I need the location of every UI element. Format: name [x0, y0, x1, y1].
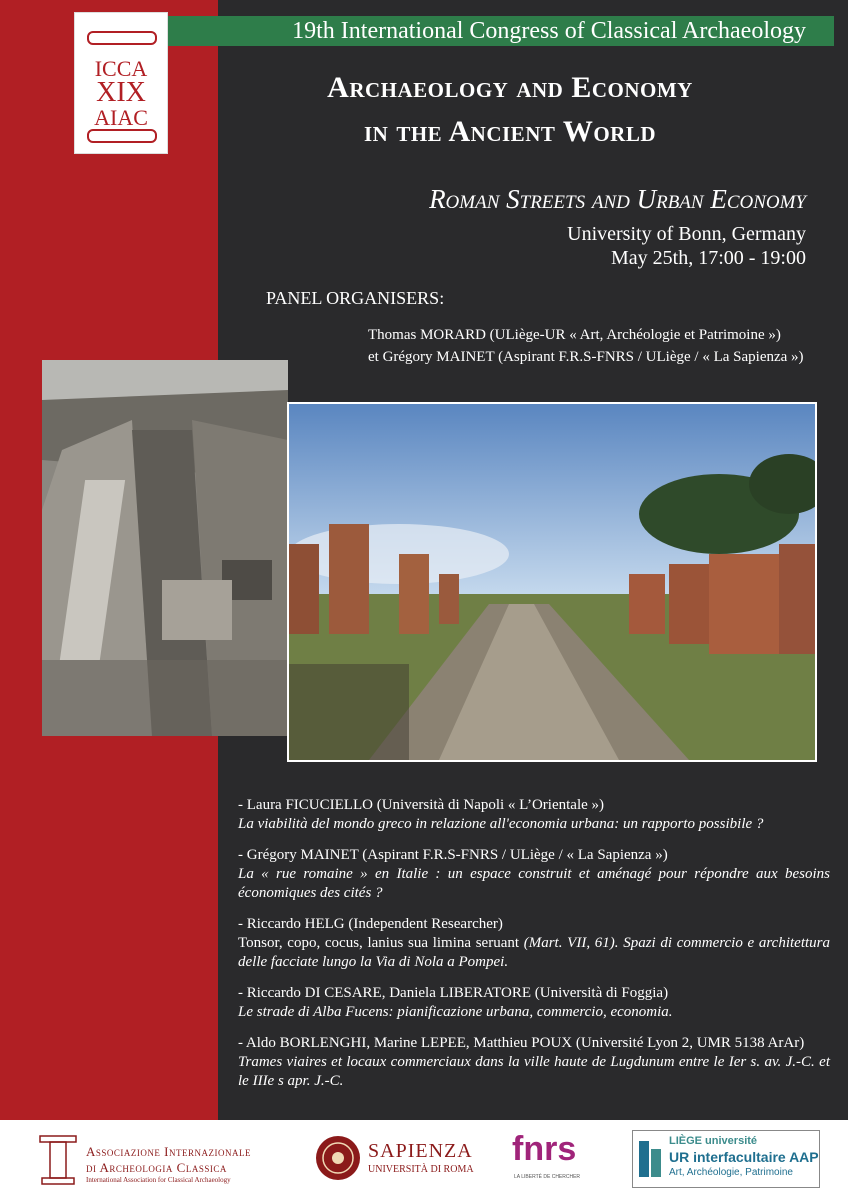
title-line-1: Archaeology and Economy	[327, 71, 693, 104]
talk-item	[238, 915, 830, 972]
liege-line-2: UR interfacultaire AAP	[669, 1149, 819, 1165]
aiac-logo	[36, 1130, 276, 1190]
sapienza-seal-icon	[314, 1134, 362, 1182]
congress-name: 19th International Congress of Classical Archaeology	[292, 18, 806, 44]
talk-item	[238, 1034, 830, 1091]
venue: University of Bonn, Germany	[567, 223, 806, 245]
logo-scroll-bottom	[87, 129, 157, 143]
main-title	[230, 66, 790, 154]
talk-title-plain: Tonsor, copo, cocus, lanius sua limina seruant	[238, 935, 524, 951]
talk-speaker: - Aldo BORLENGHI, Marine LEPEE, Matthieu POUX (Université Lyon 2, UMR 5138 ArAr)	[238, 1035, 805, 1051]
panel-title: Roman Streets and Urban Economy	[429, 184, 806, 214]
talk-speaker: - Riccardo HELG (Independent Researcher)	[238, 916, 503, 932]
organiser-1: Thomas MORARD (ULiège-UR « Art, Archéologie et Patrimoine »)	[368, 327, 781, 343]
roman-street-photo	[287, 402, 817, 762]
talk-title: (Mart. VII, 61). Spazi di commercio e architettura delle facciate lungo la Via di Nola a Pompei.	[238, 935, 830, 970]
excavation-photo	[42, 360, 288, 736]
logo-line-2: XIX	[96, 77, 146, 108]
organiser-2: et Grégory MAINET (Aspirant F.R.S-FNRS / ULiège / « La Sapienza »)	[368, 349, 804, 365]
aiac-column-icon	[36, 1132, 80, 1188]
talk-title: Trames viaires et locaux commerciaux dans la ville haute de Lugdunum entre le Ier s. av. J.-C. et le IIIe s apr. J.-C.	[238, 1054, 830, 1089]
logo-scroll-top	[87, 31, 157, 45]
organisers-label: PANEL ORGANISERS:	[266, 288, 445, 308]
talk-title: Le strade di Alba Fucens: pianificazione urbana, commercio, economia.	[238, 1004, 673, 1020]
title-line-2: in the Ancient World	[363, 115, 656, 148]
roman-street-photo-image	[289, 404, 815, 760]
logo-line-3: AIAC	[94, 105, 148, 130]
liege-logo	[632, 1130, 820, 1188]
sapienza-line-1: SAPIENZA	[368, 1140, 473, 1162]
talk-title: La viabilità del mondo greco in relazione all'economia urbana: un rapporto possibile ?	[238, 816, 764, 832]
liege-emblem-icon	[637, 1139, 665, 1179]
congress-banner	[168, 16, 834, 46]
icca-logo	[74, 12, 168, 154]
excavation-photo-image	[42, 360, 288, 736]
talk-title-block	[238, 934, 830, 972]
aiac-line-3: International Association for Classical Archaeology	[86, 1176, 231, 1184]
talk-item	[238, 846, 830, 903]
venue-block	[567, 222, 806, 270]
talk-speaker: - Laura FICUCIELLO (Università di Napoli « L’Orientale »)	[238, 797, 605, 813]
talks-list	[238, 796, 830, 1103]
talk-title: La « rue romaine » en Italie : un espace construit et aménagé pour répondre aux besoins économiques des cités ?	[238, 866, 830, 901]
logo-line-1: ICCA	[94, 56, 148, 81]
aiac-line-2: di Archeologia Classica	[86, 1160, 227, 1175]
fnrs-logo	[508, 1130, 588, 1190]
talk-item	[238, 796, 830, 834]
date-time: May 25th, 17:00 - 19:00	[611, 247, 806, 269]
talk-item	[238, 984, 830, 1022]
talk-speaker: - Riccardo DI CESARE, Daniela LIBERATORE (Università di Foggia)	[238, 985, 669, 1001]
sponsor-footer	[0, 1120, 848, 1200]
fnrs-line-2: LA LIBERTÉ DE CHERCHER	[514, 1174, 581, 1180]
organisers-list	[368, 324, 804, 368]
sapienza-line-2: UNIVERSITÀ DI ROMA	[368, 1164, 474, 1175]
liege-line-3: Art, Archéologie, Patrimoine	[669, 1167, 793, 1178]
fnrs-line-1: fnrs	[512, 1130, 577, 1168]
liege-line-1: LIÈGE université	[669, 1135, 758, 1147]
talk-speaker: - Grégory MAINET (Aspirant F.R.S-FNRS / ULiège / « La Sapienza »)	[238, 847, 668, 863]
sapienza-logo	[312, 1130, 492, 1190]
aiac-line-1: Associazione Internazionale	[86, 1144, 251, 1159]
